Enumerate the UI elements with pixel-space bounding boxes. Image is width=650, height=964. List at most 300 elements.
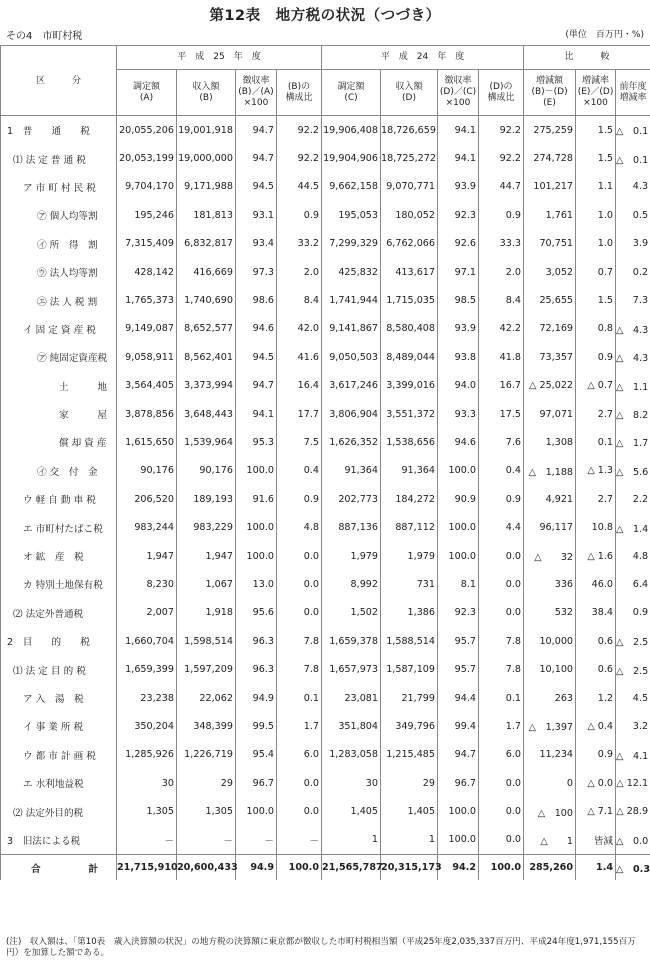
value-cell: △ 4.3 (616, 315, 650, 343)
value-cell: △ 0.7 (576, 372, 616, 400)
row-label: 3 旧法による税 (7, 835, 81, 847)
value-cell: 100.0 (438, 542, 479, 570)
row-label-cell (1, 542, 117, 570)
value-cell: 195,053 (322, 201, 381, 229)
value-cell: 92.2 (479, 116, 524, 145)
row-label: 2 目 的 税 (7, 637, 90, 649)
value-cell: 3,806,904 (322, 400, 381, 428)
value-cell: 184,272 (381, 485, 438, 513)
value-cell: 1.5 (576, 286, 616, 314)
row-label: ウ 軽 自 動 車 税 (23, 495, 96, 507)
row-label-cell (1, 173, 117, 201)
unit-label: (単位 百万円・%) (565, 30, 644, 40)
row-label: ⑴ 法 定 普 通 税 (13, 154, 86, 166)
value-cell: 30 (322, 769, 381, 797)
value-cell: △ 0.3 (616, 855, 650, 881)
value-cell: 93.4 (236, 230, 277, 258)
table-row (1, 712, 650, 740)
value-cell: △ 1.7 (616, 428, 650, 456)
value-cell: 93.9 (438, 315, 479, 343)
value-cell: △ 2.5 (616, 627, 650, 655)
value-cell: 0 (524, 769, 576, 797)
value-cell: 1,598,514 (177, 627, 236, 655)
value-cell: 100.0 (479, 855, 524, 881)
value-cell: 95.7 (438, 655, 479, 683)
value-cell: 38.4 (576, 599, 616, 627)
value-cell: 1.0 (576, 201, 616, 229)
value-cell: 1,626,352 (322, 428, 381, 456)
value-cell: 9,171,988 (177, 173, 236, 201)
table-row (1, 627, 650, 655)
value-cell: △ 32 (524, 542, 576, 570)
row-label: ㋑ 所 得 割 (37, 239, 98, 251)
value-cell: 19,001,918 (177, 116, 236, 145)
row-label-cell (1, 712, 117, 740)
value-cell: 101,217 (524, 173, 576, 201)
header-col: 増減率 (E)／(D) ×100 (576, 70, 616, 116)
value-cell: △ 0.0 (576, 769, 616, 797)
value-cell: 336 (524, 570, 576, 598)
header-fy24: 平 成 24 年 度 (322, 46, 524, 70)
row-label-cell (1, 769, 117, 797)
value-cell: 6.0 (479, 741, 524, 769)
value-cell: 70,751 (524, 230, 576, 258)
value-cell: 90,176 (177, 457, 236, 485)
row-label-cell (1, 684, 117, 712)
value-cell: 9,704,170 (117, 173, 177, 201)
value-cell: 1,715,035 (381, 286, 438, 314)
value-cell: － (236, 826, 277, 855)
row-label-cell (1, 826, 117, 855)
table-row (1, 655, 650, 683)
value-cell: 92.2 (277, 144, 322, 172)
value-cell: 94.6 (236, 315, 277, 343)
value-cell: 0.6 (576, 655, 616, 683)
value-cell: 202,773 (322, 485, 381, 513)
value-cell: 94.2 (438, 855, 479, 881)
value-cell: 42.0 (277, 315, 322, 343)
value-cell: 10,100 (524, 655, 576, 683)
header-col: 収入額 (D) (381, 70, 438, 116)
value-cell: △ 12.1 (616, 769, 650, 797)
value-cell: 1,765,373 (117, 286, 177, 314)
value-cell: 428,142 (117, 258, 177, 286)
value-cell: 1.5 (576, 144, 616, 172)
value-cell: － (177, 826, 236, 855)
footnote: (注) 収入額は、「第10表 歳入決算額の状況」の地方税の決算額に東京都が徴収した市町村税相当額（平成25年度2,035,337百万円、平成24年度1,971,155百万円）を加算した額である。 (6, 937, 636, 958)
value-cell: 98.5 (438, 286, 479, 314)
row-label: ㋒ 法人均等割 (37, 268, 98, 280)
value-cell: 532 (524, 599, 576, 627)
value-cell: 91.6 (236, 485, 277, 513)
row-label-cell (1, 513, 117, 541)
value-cell: 0.8 (576, 315, 616, 343)
value-cell: 0.0 (479, 769, 524, 797)
value-cell: 0.9 (479, 201, 524, 229)
value-cell: 19,000,000 (177, 144, 236, 172)
value-cell: 3.2 (616, 712, 650, 740)
value-cell: 9,070,771 (381, 173, 438, 201)
value-cell: △ 5.6 (616, 457, 650, 485)
row-label: 土 地 (59, 381, 107, 393)
value-cell: 92.2 (277, 116, 322, 145)
row-label-cell (1, 599, 117, 627)
value-cell: 1,979 (381, 542, 438, 570)
value-cell: － (277, 826, 322, 855)
value-cell: 1,659,378 (322, 627, 381, 655)
municipal-tax-table (0, 45, 650, 880)
value-cell: 100.0 (438, 457, 479, 485)
value-cell: △ 0.1 (616, 144, 650, 172)
value-cell: 4.8 (277, 513, 322, 541)
value-cell: △ 25,022 (524, 372, 576, 400)
value-cell: 72,169 (524, 315, 576, 343)
row-label-cell (1, 372, 117, 400)
value-cell: 10.8 (576, 513, 616, 541)
table-row (1, 116, 650, 145)
value-cell: 8.4 (277, 286, 322, 314)
value-cell: △ 8.2 (616, 400, 650, 428)
table-row (1, 513, 650, 541)
value-cell: 6,762,066 (381, 230, 438, 258)
value-cell: 0.0 (277, 769, 322, 797)
value-cell: 1.0 (576, 230, 616, 258)
row-label-cell (1, 286, 117, 314)
table-row (1, 258, 650, 286)
value-cell: 0.0 (479, 542, 524, 570)
value-cell: 0.1 (576, 428, 616, 456)
header-fy25: 平 成 25 年 度 (117, 46, 322, 70)
value-cell: 100.0 (438, 513, 479, 541)
value-cell: 8,652,577 (177, 315, 236, 343)
value-cell: 1,308 (524, 428, 576, 456)
value-cell: 21,799 (381, 684, 438, 712)
table-row (1, 372, 650, 400)
table-row (1, 769, 650, 797)
value-cell: 17.7 (277, 400, 322, 428)
value-cell: 206,520 (117, 485, 177, 513)
value-cell: 4.5 (616, 684, 650, 712)
value-cell: 皆減 (576, 826, 616, 855)
value-cell: 99.5 (236, 712, 277, 740)
value-cell: 100.0 (438, 797, 479, 825)
table-row (1, 599, 650, 627)
value-cell: 3,648,443 (177, 400, 236, 428)
value-cell: 0.0 (277, 797, 322, 825)
value-cell: △ 0.0 (616, 826, 650, 855)
value-cell: 96,117 (524, 513, 576, 541)
value-cell: 2.7 (576, 400, 616, 428)
row-label: エ 水利地益税 (23, 779, 84, 791)
value-cell: 11,234 (524, 741, 576, 769)
value-cell: △ 2.5 (616, 655, 650, 683)
value-cell: 9,662,158 (322, 173, 381, 201)
table-row (1, 570, 650, 598)
value-cell: 9,141,867 (322, 315, 381, 343)
table-row (1, 173, 650, 201)
value-cell: 1.1 (576, 173, 616, 201)
row-label: 家 屋 (59, 410, 107, 422)
value-cell: 0.5 (616, 201, 650, 229)
value-cell: 21,565,787 (322, 855, 381, 881)
value-cell: 1,283,058 (322, 741, 381, 769)
value-cell: 285,260 (524, 855, 576, 881)
value-cell: 7.8 (277, 655, 322, 683)
value-cell: 8.4 (479, 286, 524, 314)
value-cell: 29 (381, 769, 438, 797)
value-cell: 3,399,016 (381, 372, 438, 400)
value-cell: 195,246 (117, 201, 177, 229)
value-cell: 9,149,087 (117, 315, 177, 343)
value-cell: 1,918 (177, 599, 236, 627)
value-cell: 20,053,199 (117, 144, 177, 172)
value-cell: 1,660,704 (117, 627, 177, 655)
value-cell: 18,725,272 (381, 144, 438, 172)
value-cell: 8,992 (322, 570, 381, 598)
value-cell: 0.9 (576, 741, 616, 769)
value-cell: 73,357 (524, 343, 576, 371)
value-cell: 100.0 (236, 457, 277, 485)
value-cell: △ 4.1 (616, 741, 650, 769)
value-cell: △ 1.6 (576, 542, 616, 570)
table-row (1, 400, 650, 428)
value-cell: △ 1 (524, 826, 576, 855)
value-cell: 1,615,650 (117, 428, 177, 456)
value-cell: 6.0 (277, 741, 322, 769)
value-cell: 1,502 (322, 599, 381, 627)
value-cell: 97.3 (236, 258, 277, 286)
value-cell: 90.9 (438, 485, 479, 513)
header-category: 区 分 (1, 46, 117, 116)
value-cell: 94.9 (236, 855, 277, 881)
value-cell: 1,597,209 (177, 655, 236, 683)
value-cell: 1,947 (117, 542, 177, 570)
value-cell: 274,728 (524, 144, 576, 172)
value-cell: 0.0 (479, 570, 524, 598)
row-label-cell (1, 797, 117, 825)
value-cell: 42.2 (479, 315, 524, 343)
value-cell: 0.1 (277, 684, 322, 712)
row-label: 合 計 (31, 863, 99, 875)
row-label: ㋑ 交 付 金 (37, 466, 98, 478)
value-cell: 25,655 (524, 286, 576, 314)
value-cell: 1.7 (479, 712, 524, 740)
value-cell: 8,562,401 (177, 343, 236, 371)
value-cell: 92.3 (438, 201, 479, 229)
value-cell: 94.1 (236, 400, 277, 428)
value-cell: 93.8 (438, 343, 479, 371)
value-cell: △ 100 (524, 797, 576, 825)
value-cell: 983,244 (117, 513, 177, 541)
value-cell: 2.0 (277, 258, 322, 286)
value-cell: 94.7 (236, 116, 277, 145)
value-cell: 0.9 (277, 201, 322, 229)
value-cell: 93.1 (236, 201, 277, 229)
value-cell: 96.3 (236, 627, 277, 655)
value-cell: 94.7 (236, 144, 277, 172)
value-cell: 0.6 (576, 627, 616, 655)
value-cell: 13.0 (236, 570, 277, 598)
value-cell: 7,299,329 (322, 230, 381, 258)
value-cell: 0.4 (479, 457, 524, 485)
value-cell: 4.3 (616, 173, 650, 201)
table-row (1, 741, 650, 769)
header-col: 徴収率 (B)／(A) ×100 (236, 70, 277, 116)
value-cell: 20,315,173 (381, 855, 438, 881)
value-cell: 33.2 (277, 230, 322, 258)
value-cell: 0.0 (479, 599, 524, 627)
value-cell: 0.9 (616, 599, 650, 627)
value-cell: 96.7 (438, 769, 479, 797)
value-cell: 17.5 (479, 400, 524, 428)
table-row (1, 684, 650, 712)
table-row (1, 457, 650, 485)
value-cell: 91,364 (381, 457, 438, 485)
value-cell: 29 (177, 769, 236, 797)
table-row (1, 144, 650, 172)
header-col: (D)の 構成比 (479, 70, 524, 116)
value-cell: 7.6 (479, 428, 524, 456)
table-row (1, 343, 650, 371)
value-cell: 100.0 (277, 855, 322, 881)
row-label-cell (1, 400, 117, 428)
value-cell: 33.3 (479, 230, 524, 258)
value-cell: 0.0 (479, 826, 524, 855)
table-row (1, 286, 650, 314)
row-label: ㋐ 個人均等割 (37, 211, 98, 223)
value-cell: 99.4 (438, 712, 479, 740)
value-cell: 20,055,206 (117, 116, 177, 145)
value-cell: 41.8 (479, 343, 524, 371)
value-cell: 3,564,405 (117, 372, 177, 400)
value-cell: 9,058,911 (117, 343, 177, 371)
row-label-cell (1, 855, 117, 881)
row-label-cell (1, 343, 117, 371)
value-cell: 44.7 (479, 173, 524, 201)
header-col: (B)の 構成比 (277, 70, 322, 116)
value-cell: 7,315,409 (117, 230, 177, 258)
row-label-cell (1, 741, 117, 769)
value-cell: 9,050,503 (322, 343, 381, 371)
value-cell: 19,906,408 (322, 116, 381, 145)
value-cell: 1.7 (277, 712, 322, 740)
value-cell: 180,052 (381, 201, 438, 229)
value-cell: 1,285,926 (117, 741, 177, 769)
value-cell: 1,657,973 (322, 655, 381, 683)
value-cell: 1.2 (576, 684, 616, 712)
value-cell: 93.9 (438, 173, 479, 201)
total-row (1, 855, 650, 881)
header-col: 前年度 増減率 (616, 70, 650, 116)
value-cell: 0.7 (576, 258, 616, 286)
value-cell: 1,538,656 (381, 428, 438, 456)
value-cell: 7.8 (479, 627, 524, 655)
value-cell: 10,000 (524, 627, 576, 655)
value-cell: 3.9 (616, 230, 650, 258)
value-cell: 1 (322, 826, 381, 855)
value-cell: 1,741,944 (322, 286, 381, 314)
header-col: 徴収率 (D)／(C) ×100 (438, 70, 479, 116)
value-cell: 1,588,514 (381, 627, 438, 655)
value-cell: 95.3 (236, 428, 277, 456)
value-cell: 349,796 (381, 712, 438, 740)
value-cell: △ 0.4 (576, 712, 616, 740)
value-cell: 21,715,910 (117, 855, 177, 881)
value-cell: 8,580,408 (381, 315, 438, 343)
row-label-cell (1, 485, 117, 513)
value-cell: 1,226,719 (177, 741, 236, 769)
value-cell: 1,539,964 (177, 428, 236, 456)
value-cell: 0.2 (616, 258, 650, 286)
value-cell: 1,740,690 (177, 286, 236, 314)
value-cell: 100.0 (236, 542, 277, 570)
value-cell: 2,007 (117, 599, 177, 627)
value-cell: 3,052 (524, 258, 576, 286)
value-cell: 1,947 (177, 542, 236, 570)
value-cell: 6.4 (616, 570, 650, 598)
value-cell: 7.3 (616, 286, 650, 314)
row-label: エ 市町村たばこ税 (23, 523, 103, 535)
value-cell: 8,489,044 (381, 343, 438, 371)
value-cell: 887,136 (322, 513, 381, 541)
row-label: ア 入 湯 税 (23, 694, 84, 705)
value-cell: 94.1 (438, 144, 479, 172)
value-cell: 4.4 (479, 513, 524, 541)
value-cell: 1,386 (381, 599, 438, 627)
value-cell: 3,373,994 (177, 372, 236, 400)
value-cell: 189,193 (177, 485, 236, 513)
value-cell: 1 (381, 826, 438, 855)
row-label: 償 却 資 産 (59, 438, 107, 450)
value-cell: 1,305 (117, 797, 177, 825)
value-cell: 731 (381, 570, 438, 598)
value-cell: △ 7.1 (576, 797, 616, 825)
value-cell: 0.4 (277, 457, 322, 485)
value-cell: △ 0.1 (616, 116, 650, 145)
table-row (1, 826, 650, 855)
value-cell: 100.0 (438, 826, 479, 855)
value-cell: 44.5 (277, 173, 322, 201)
value-cell: 90,176 (117, 457, 177, 485)
value-cell: △ 1,188 (524, 457, 576, 485)
value-cell: 351,804 (322, 712, 381, 740)
row-label: ㋐ 純固定資産税 (37, 353, 108, 365)
value-cell: 2.7 (576, 485, 616, 513)
row-label: カ 特別土地保有税 (23, 580, 103, 592)
value-cell: 348,399 (177, 712, 236, 740)
value-cell: 4.8 (616, 542, 650, 570)
value-cell: 1,979 (322, 542, 381, 570)
row-label: イ 事 業 所 税 (23, 722, 84, 734)
value-cell: 0.1 (479, 684, 524, 712)
value-cell: △ 1.1 (616, 372, 650, 400)
value-cell: △ 1,397 (524, 712, 576, 740)
value-cell: 22,062 (177, 684, 236, 712)
row-label: 1 普 通 税 (7, 126, 90, 138)
row-label: ア 市 町 村 民 税 (23, 182, 96, 194)
row-label-cell (1, 315, 117, 343)
table-row (1, 201, 650, 229)
value-cell: 94.0 (438, 372, 479, 400)
table-row (1, 797, 650, 825)
table-body (1, 116, 650, 881)
value-cell: 350,204 (117, 712, 177, 740)
value-cell: 8.1 (438, 570, 479, 598)
value-cell: 1.4 (576, 855, 616, 881)
value-cell: 0.9 (576, 343, 616, 371)
value-cell: 0.0 (479, 797, 524, 825)
value-cell: 95.4 (236, 741, 277, 769)
